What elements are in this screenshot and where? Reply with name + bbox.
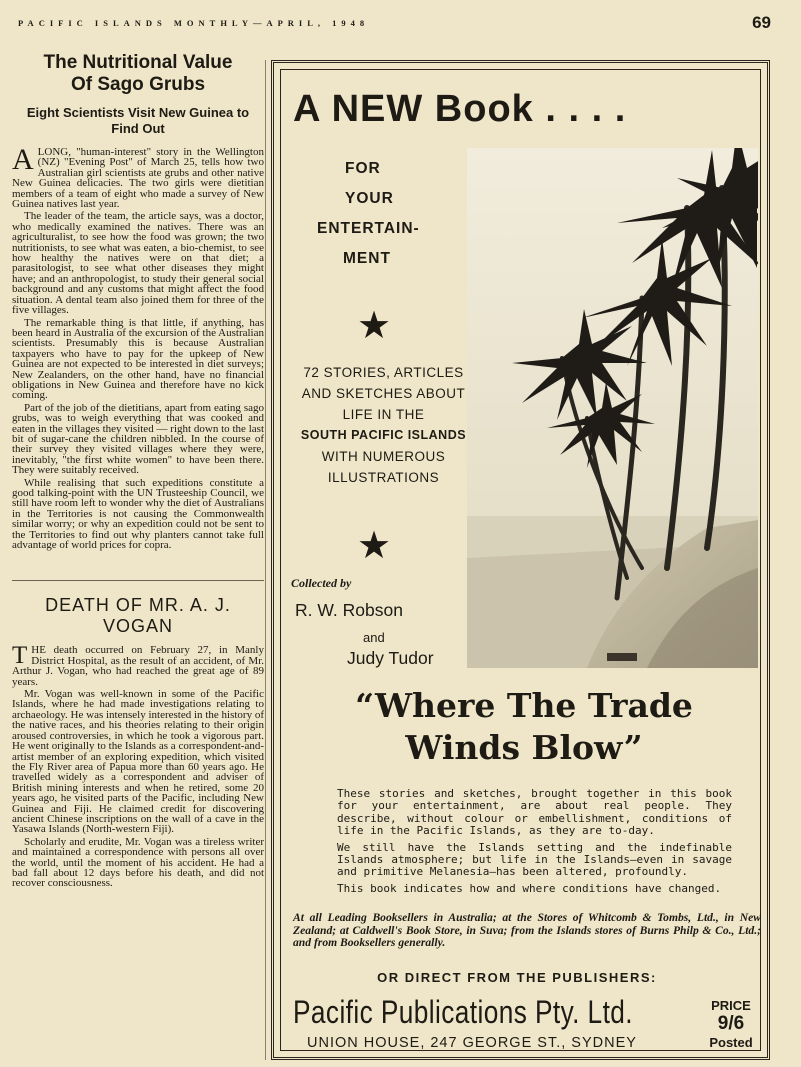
star-icon: ★	[357, 303, 392, 347]
section-divider	[12, 580, 264, 581]
article-paragraph: The remarkable thing is that little, if anything, has been heard in Australia of the excursion of the Australian scientists. Presumably this is because Australian taxpayers who have to pay for the upkeep of New Guinea are not expected to be interested in diet surveys; New Zealanders, on the other hand, have no financial obligations in New Guinea and therefore have no kick coming.	[12, 316, 264, 402]
drop-cap: A	[12, 143, 34, 176]
column-rule	[265, 60, 266, 1060]
description-text: 72 STORIES, ARTICLES AND SKETCHES ABOUT LIFE IN THE	[301, 365, 466, 422]
article-paragraph: While realising that such expeditions constitute a good talking-point with the UN Trusteeship Council, we still have room left to wonder why the diet of Australians in the Territories is not causing the Commonwealth similar worry; or why an expedition could not be sent to the Territories to find out why planters cannot take full advantage of world prices for copra.	[12, 476, 264, 552]
article-paragraph: Part of the job of the dietitians, apart from eating sago grubs, was to weigh everything that was cooked and eaten in the villages they visited — right down to the last bit of sugar-cane the children nibbled. In the course of their survey they visited villages where they were, inevitably, "the first white women" to have been there. They were suitably received.	[12, 401, 264, 477]
book-advertisement	[271, 60, 770, 1060]
obituary-paragraph	[12, 642, 264, 688]
article-title	[12, 52, 264, 96]
paragraph-text: LONG, "human-interest" story in the Wellington (NZ) "Evening Post" of March 25, tells how two Australian girl scientists ate grubs and other native New Guinea delicacies. The two girls were dietitian members of a team of eight who made a survey of New Guinea natives last year.	[12, 146, 264, 211]
obituary-title: DEATH OF MR. A. J. VOGAN	[45, 595, 231, 637]
direct-order-line: OR DIRECT FROM THE PUBLISHERS:	[377, 970, 657, 985]
paragraph-text: HE death occurred on February 27, in Manly District Hospital, as the result of an accident, of Mr. Arthur J. Vogan, who had reached the great age of 89 years.	[12, 644, 264, 688]
left-column	[12, 50, 264, 1060]
article-paragraph: The leader of the team, the article says, was a doctor, who medically examined the natives. There was an agriculturalist, to see how the food was grown; the two nutritionists, to see what was eaten, a bio-chemist, to see how healthy the natives were on that diet; a parasitologist, to see what other diseases they might have; and an anthropologist, to study their general social background and any customs that might affect the food situation. A dental team also joined them for three of the five villages.	[12, 210, 264, 317]
book-title	[289, 685, 759, 769]
obituary-paragraph: Scholarly and erudite, Mr. Vogan was a tireless writer and maintained a correspondence with persons all over the world, until the moment of his accident. He had a bad fall about 12 days before his death, and did not recover consciousness.	[12, 835, 264, 890]
running-head: PACIFIC ISLANDS MONTHLY—APRIL, 1948	[18, 18, 370, 28]
advert-headline: A NEW Book . . . .	[293, 88, 627, 130]
drop-cap: T	[12, 642, 28, 670]
book-title-line: Winds Blow”	[405, 728, 643, 767]
publisher-name: Pacific Publications Pty. Ltd.	[293, 994, 633, 1030]
tagline-line: YOUR	[345, 190, 394, 207]
price-block	[699, 998, 763, 1050]
advert-tagline	[317, 154, 457, 274]
advert-paragraph: We still have the Islands setting and the indefinable Islands atmosphere; but life in the Islands—even in savage and primitive Melanesia—has been altered, profoundly.	[337, 840, 732, 879]
stockists-notice: At all Leading Booksellers in Australia; at the Stores of Whitcomb & Tombs, Ltd., in New Zealand; at Caldwell's Book Store, in Suva; from the Islands stores of Burns Philp & Co., Ltd.; and from Booksellers generally.	[293, 911, 761, 950]
book-title-line: “Where The Trade	[355, 686, 693, 725]
advert-paragraph: These stories and sketches, brought together in this book for your entertainment, are about real people. They describe, without colour or embellishment, conditions of life in the Pacific Islands, as they are to-day.	[337, 787, 732, 838]
advert-body	[337, 788, 732, 899]
article-body	[12, 143, 264, 552]
article-paragraph	[12, 143, 264, 211]
tagline-line: ENTERTAIN-	[317, 220, 420, 237]
palm-beach-photo	[467, 148, 758, 668]
description-text: WITH NUMEROUS ILLUSTRATIONS	[321, 449, 446, 485]
article-subtitle: Eight Scientists Visit New Guinea to Find Out	[26, 105, 250, 136]
author-name: Judy Tudor	[347, 648, 434, 668]
tagline-line: FOR	[345, 160, 381, 177]
collected-by-label: Collected by	[291, 576, 352, 590]
description-emphasis: SOUTH PACIFIC ISLANDS	[300, 428, 467, 442]
author-name: R. W. Robson	[295, 600, 403, 620]
article-title-line: The Nutritional Value	[43, 52, 233, 73]
price-note: Posted	[709, 1035, 753, 1050]
price-value: 9/6	[717, 1013, 745, 1034]
obituary-body	[12, 642, 264, 890]
advert-description	[291, 362, 476, 488]
page-number: 69	[752, 13, 771, 32]
star-icon: ★	[357, 523, 392, 567]
article-title-line: Of Sago Grubs	[70, 74, 206, 95]
author-conjunction: and	[363, 630, 385, 645]
advert-inner-border	[280, 69, 761, 1051]
tagline-line: MENT	[343, 250, 391, 267]
price-label: PRICE	[711, 998, 751, 1013]
obituary-paragraph: Mr. Vogan was well-known in some of the Pacific Islands, where he had made investigations relating to archaeology. He was intensely interested in the history of the native races, and his theories relating to their origin aroused controversies, in which he took a vigorous part. He went originally to the Islands as a correspondent-and-artist member of an exploring expedition, which visited the Fly River area of Papua more than 60 years ago. He travelled widely as a correspondent and adviser of British mining interests and when he retired, some 20 years ago, he visited parts of the Pacific, including New Guinea and Fiji. He claimed credit for discovering ancient Chinese inscriptions on the wall of a cave in the Yasawa Islands (North-western Fiji).	[12, 688, 264, 836]
publisher-address: UNION HOUSE, 247 GEORGE ST., SYDNEY	[307, 1035, 637, 1051]
advert-paragraph: This book indicates how and where conditions have changed.	[337, 881, 722, 895]
